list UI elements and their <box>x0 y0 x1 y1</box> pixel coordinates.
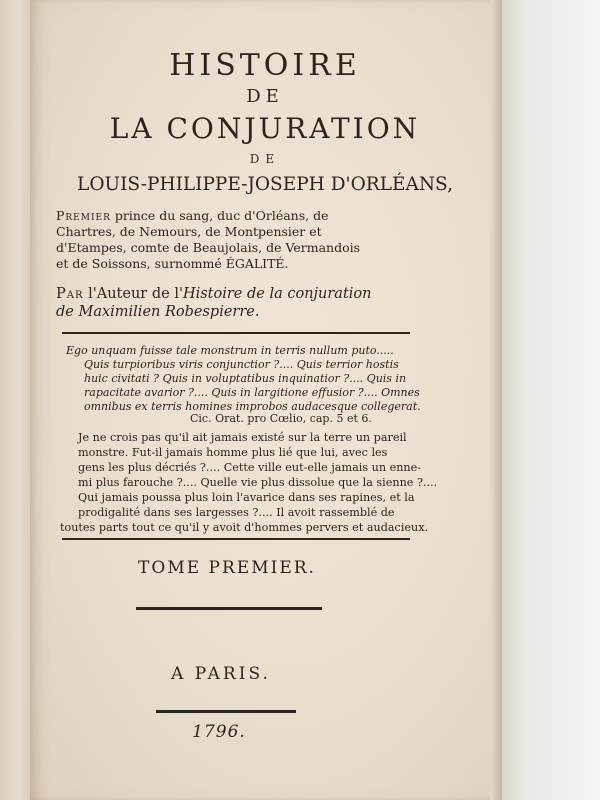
title-conjuration: LA CONJURATION <box>109 112 421 145</box>
titles-line: Premier prince du sang, duc d'Orléans, de <box>56 208 329 223</box>
latin-epigraph: Ego unquam fuisse tale monstrum in terris nullum puto..... Quis turpioribus viris conjunctior ?.... Quis terrior hostis huic civitati ? Quis in voluptatibus inquinatior ?.... Quis in rapacitate avarior ?.... Quis in largitione effusior ?.... Omnes omnibus ex terris homines improbos audacesque collegerat. <box>66 344 421 413</box>
divider-rule <box>62 332 410 334</box>
title-name: LOUIS-PHILIPPE-JOSEPH D'ORLÉANS, <box>77 174 453 195</box>
background <box>498 0 600 800</box>
imprint-place: A PARIS. <box>171 664 271 684</box>
title-de: DE <box>246 86 284 107</box>
author-work-title-cont: de Maximilien Robespierre. <box>56 304 260 320</box>
title-de-small: DE <box>249 152 281 166</box>
imprint-year: 1796. <box>192 722 246 742</box>
divider-rule <box>62 538 410 540</box>
author-par: Par <box>56 286 84 302</box>
author-work-title: Histoire de la conjuration <box>182 286 372 302</box>
titles-paragraph <box>56 208 411 272</box>
volume-label: TOME PREMIER. <box>138 558 316 578</box>
title-histoire: HISTOIRE <box>169 48 361 83</box>
epigraph-citation: Cic. Orat. pro Cœlio, cap. 5 et 6. <box>190 412 372 425</box>
titles-line: Chartres, de Nemours, de Montpensier et <box>56 224 322 239</box>
titles-line: d'Etampes, comte de Beaujolais, de Vermandois <box>56 240 361 255</box>
ornament-rule <box>156 710 296 713</box>
author-paragraph: Par l'Auteur de l'Histoire de la conjuration de Maximilien Robespierre. <box>56 285 411 321</box>
titles-first-word: Premier <box>56 208 111 223</box>
titles-line: et de Soissons, surnommé ÉGALITÉ. <box>56 256 289 271</box>
ornament-rule <box>136 607 322 610</box>
french-epigraph: Je ne crois pas qu'il ait jamais existé sur la terre un pareil monstre. Fut-il jamais homme plus lié que lui, avec les gens les plus décriés ?.... Cette ville eut-elle jamais un enne- mi plus farouche ?.... Quelle vie plus dissolue que la sienne ?.... Qui jamais poussa plus loin l'avarice dans ses rapines, et la prodigalité dans ses largesses ?.... Il avoit rassemblé de toutes parts tout ce qu'il y avoit d'hommes pervers et audacieux. <box>60 431 438 534</box>
